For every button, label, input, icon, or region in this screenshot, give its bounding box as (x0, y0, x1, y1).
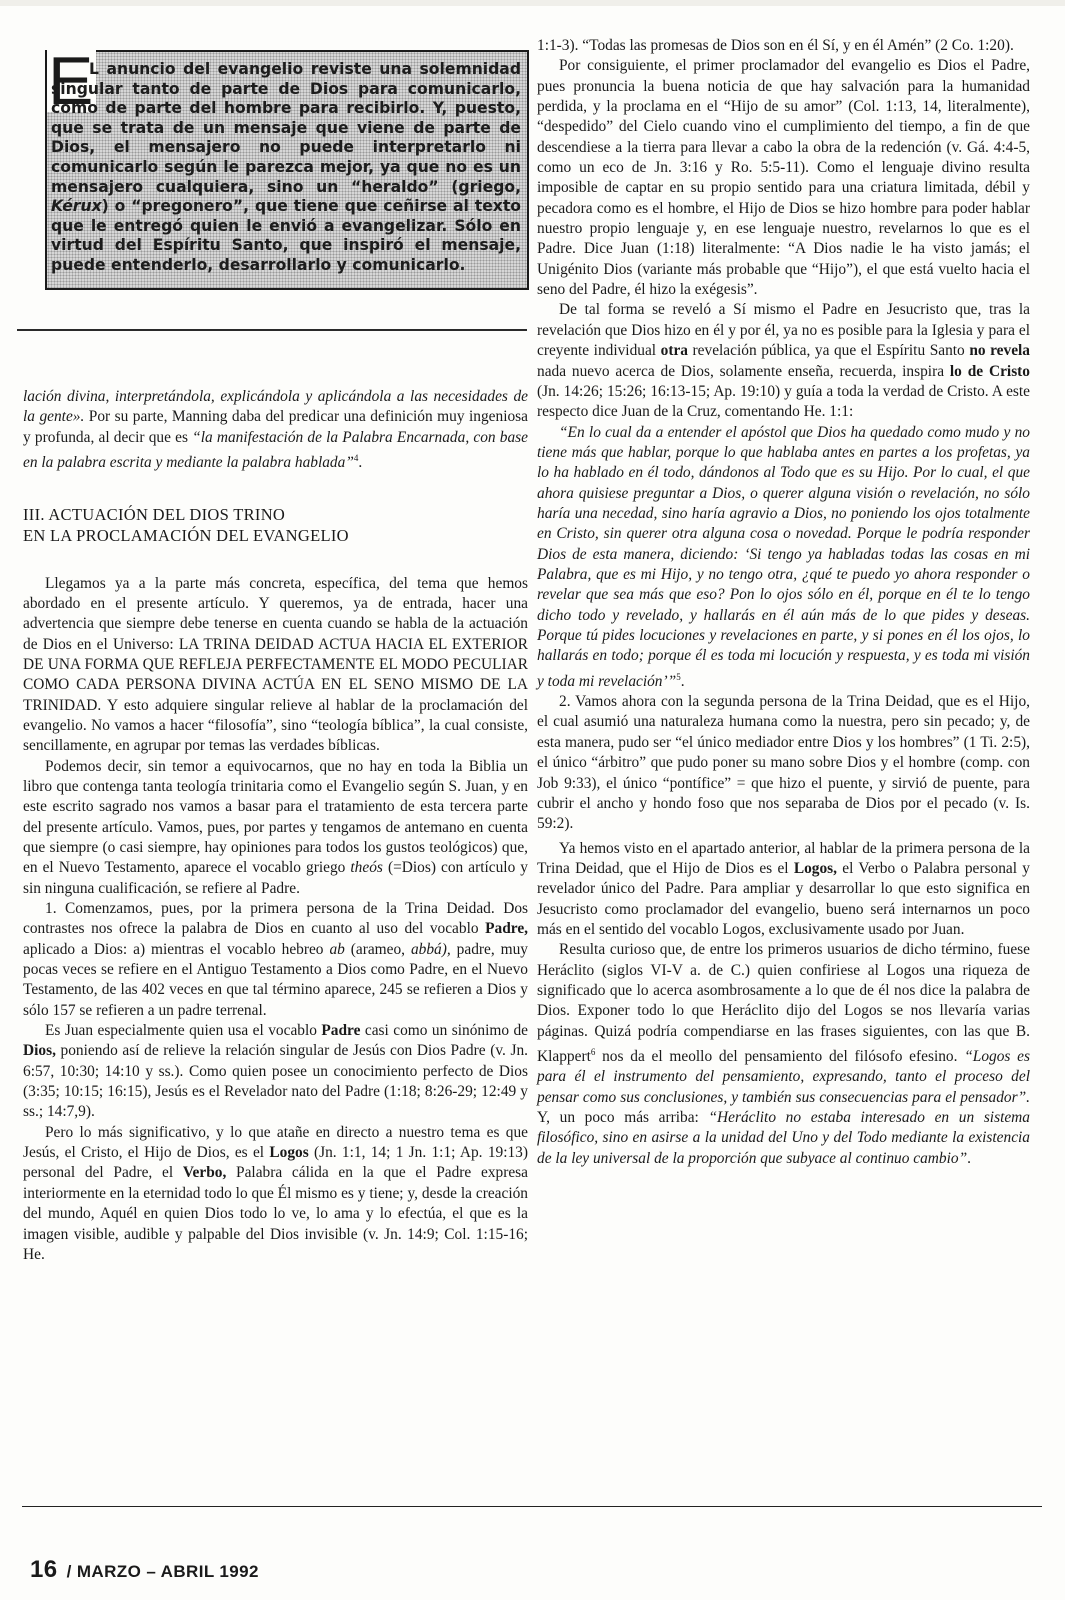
paragraph: lación divina, interpretándola, explicándola y aplicándola a las necesidades de la gente». Por su parte, Manning daba del predicar una definición muy ingeniosa y profunda, al decir que es “la manifestación de la Palabra Encarnada, con base en la palabra escrita y mediante la palabra hablada”$^4$. (23, 388, 528, 472)
section-heading: III. ACTUACIÓN DEL DIOS TRINO EN LA PROCLAMACIÓN DEL EVANGELIO (23, 504, 349, 545)
paragraph: Por consiguiente, el primer proclamador del evangelio es Dios el Padre, pues pronuncia la buena noticia de que hay salvación para la humanidad perdida, y la proclama en el “Hijo de su amor” (Col. 1:13, 14, literalmente), “despedido” del Cielo cuando vino el cumplimiento del tiempo, a fin de que descendiese a la tierra para llevar a cabo la obra de la redención (v. Gá. 4:4-5, como un eco de Jn. 3:16 y Ro. 5:5-11). Como el lenguaje divino resulta imposible de captar en su propio sentido para una criatura limitada, débil y pecadora como es el hombre, el Hijo de Dios se hizo hombre para poder hablar nuestro propio lenguaje y, en ese lenguaje nuestro, revelarnos lo que es el Padre. Dice Juan (1:18) literalmente: “A Dios nadie le ha visto jamás; el Unigénito Dios (variante más probable que “Hijo”), el que está vuelto hacia el seno del Padre, él hizo la exégesis”. (537, 57, 1030, 299)
paragraph: Ya hemos visto en el apartado anterior, al hablar de la primera persona de la Trina Deidad, que el Hijo de Dios es el Logos, el Verbo o Palabra personal y revelador único del Padre. Para ampliar y desarrollar lo que esto significa en Jesucristo como proclamador del evangelio, bueno será internarnos un poco más en el sentido del vocablo Logos, exclusivamente usado por Juan. (537, 839, 1030, 938)
paragraph: Pero lo más significativo, y lo que atañe en directo a nuestro tema es que Jesús, el Cristo, el Hijo de Dios, es el Logos (Jn. 1:1, 14; 1 Jn. 1:1; Ap. 19:13) personal del Padre, el Verbo, Palabra cálida en la que el Padre expresa interiormente en la eternidad todo lo que Él mismo es y tiene; y, desde la creación del mundo, Aquél en quien Dios todo lo ve, lo ama y lo efectúa, el que es la imagen visible, audible y palpable del Dios invisible (v. Jn. 14:9; Col. 1:15-16; He. (23, 1123, 528, 1263)
paragraph: Es Juan especialmente quien usa el vocablo Padre casi como un sinónimo de Dios, poniendo así de relieve la relación singular de Jesús con Dios Padre (v. Jn. 6:57, 10:30; 14:10 y ss.). Como quien posee un conocimiento perfecto de Dios (3:35; 10:15; 16:15), Jesús es el Revelador nato del Padre (1:18; 8:26-29; 12:49 y ss.; 14:7,9). (23, 1022, 528, 1121)
paragraph: Podemos decir, sin temor a equivocarnos, que no hay en toda la Biblia un libro que contenga tanta teología trinitaria como el Evangelio según S. Juan, y en este escrito sagrado nos vamos a basar para el tratamiento de esta tercera parte del presente artículo. Vamos, pues, por partes y tengamos de antemano en cuenta que siempre (o casi siempre, hay opiniones para todos los gustos teológicos) que, en el Nuevo Testamento, aparece el vocablo griego theós (=Dios) con artículo y sin ninguna cualificación, se refiere al Padre. (23, 757, 528, 897)
paragraph: 1. Comenzamos, pues, por la primera persona de la Trina Deidad. Dos contrastes nos ofrece la palabra de Dios en cuanto al uso del vocablo Padre, aplicado a Dios: a) mientras el vocablo hebreo ab (arameo, abbá), padre, muy pocas veces se refiere en el Antiguo Testamento a Dios como Padre, en el Nuevo Testamento, de las 402 veces en que tal término aparece, 245 se refieren a Dios y sólo 157 se refieren a un padre terrenal. (23, 900, 528, 1019)
intro-callout (31, 40, 521, 295)
paragraph: Resulta curioso que, de entre los primeros usuarios de dicho término, fuese Heráclito (siglos VI-V a. de C.) quien confiriese al Logos una riqueza de significado que lo acerca asombrosamente a lo que de él nos dice la palabra de Dios. Exponer todo lo que Heráclito dijo del Logos se nos llevaría varias páginas. Quizá podría compendiarse en las frases siguientes, con las que B. Klappert$^6$ nos da el meollo del pensamiento del filósofo efesino. “Logos es para él el instrumento del pensamiento, expresando, tanto el proceso del pensar como sus conclusiones, y también sus consecuencias para el pensador”. Y, un poco más arriba: “Heráclito no estaba interesado en un sistema filosófico, sino en asirse a la unidad del Uno y del Todo mediante la existencia de la ley universal de la proporción que subyace al continuo cambio”. (537, 941, 1030, 1167)
left-column (23, 36, 528, 1265)
issue-date: / MARZO – ABRIL 1992 (66, 1562, 259, 1581)
callout-text: L anuncio del evangelio reviste una solemnidad singular tanto de parte de Dios para comunicarlo, como de parte del hombre para recibirlo. Y, puesto, que se trata de un mensaje que viene de parte de Dios, el mensajero no puede interpretarlo ni comunicarlo según le parezca mejor, ya que no es un mensajero cualquiera, sino un “heraldo” (griego, Kérux) o “pregonero”, que tiene que ceñirse al texto que le entregó quien le envió a evangelizar. Sólo en virtud del Espíritu Santo, que inspiró el mensaje, puede entenderlo, desarrollarlo y comunicarlo. (51, 60, 521, 274)
paragraph: 1:1-3). “Todas las promesas de Dios son en él Sí, y en él Amén” (2 Co. 1:20). (537, 37, 1014, 54)
quote-paragraph: “En lo cual da a entender el apóstol que Dios ha quedado como mudo y no tiene más que hablar, porque lo que hablaba antes en partes a los profetas, ya lo ha hablado en él todo, dándonos al Todo que es su Hijo. Por lo cual, el que ahora quisiese preguntar a Dios, o querer alguna visión o revelación, no sólo haría una necedad, sino haría agravio a Dios, no poniendo los ojos totalmente en Cristo, sin querer otra alguna cosa o novedad. Porque le podría responder Dios de esta manera, diciendo: ‘Si tengo ya habladas todas las cosas en mi Palabra, que es mi Hijo, y no tengo otra, ¿qué te puedo yo ahora responder o revelar que sea más que eso? Pon lo ojos sólo en él, porque en él te lo tengo dicho todo y revelado, y hallarás en él aún más de lo que pides y deseas. Porque tú pides locuciones y revelaciones en parte, y si pones en él los ojos, lo hallarás en todo; porque él es toda mi locución y respuesta, y es toda mi visión y toda mi revelación’”$^5$. (537, 423, 1030, 690)
paragraph: 2. Vamos ahora con la segunda persona de la Trina Deidad, que es el Hijo, el cual asumió una naturaleza humana como la nuestra, pero sin pecado; y, de esta manera, pudo ser “el único mediador entre Dios y los hombres” (1 Ti. 2:5), el único “árbitro” que pudo poner su mano sobre Dios y el hombre (comp. con Job 9:33), el único “pontífice” = que hizo el puente, y sirvió de puente, para cubrir el ancho y hondo foso que nos separaba de Dios por el pecado (v. Is. 59:2). (537, 693, 1030, 833)
right-column (537, 36, 1030, 1169)
page-number: 16 (30, 1556, 58, 1583)
page-footer (30, 1556, 259, 1584)
paragraph: Llegamos ya a la parte más concreta, específica, del tema que hemos abordado en el presente artículo. Y queremos, ya de entrada, hacer una advertencia que siempre debe tenerse en cuenta cuando se habla de la actuación de Dios en el Universo: LA TRINA DEIDAD ACTUA HACIA EL EXTERIOR DE UNA FORMA QUE REFLEJA PERFECTAMENTE EL MODO PECULIAR COMO CADA PERSONA DIVINA ACTÚA EN EL SENO MISMO DE LA TRINIDAD. Y esto adquiere singular relieve al hablar de la proclamación del evangelio. No vamos a hacer “filosofía”, sino “teología bíblica”, la cual consiste, sencillamente, en agrupar por temas las verdades bíblicas. (23, 574, 528, 755)
page-edge (0, 0, 1065, 6)
footer-rule (22, 1506, 1042, 1507)
callout-divider (17, 329, 527, 331)
drop-cap: E (47, 50, 96, 112)
paragraph: De tal forma se reveló a Sí mismo el Padre en Jesucristo que, tras la revelación que Dios hizo en él y por él, ya no es posible para la Iglesia y para el creyente individual otra revelación pública, ya que el Espíritu Santo no revela nada nuevo acerca de Dios, solamente enseña, recuerda, inspira lo de Cristo (Jn. 14:26; 15:26; 16:13-15; Ap. 19:10) y guía a toda la verdad de Cristo. A este respecto dice Juan de la Cruz, comentando He. 1:1: (537, 301, 1031, 421)
